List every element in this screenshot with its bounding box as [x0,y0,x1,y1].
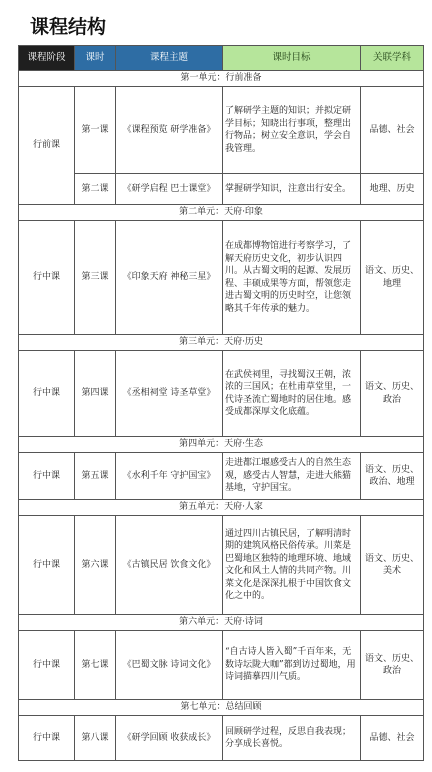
unit-row [19,335,424,351]
unit-title: 第一单元：行前准备 [19,71,424,87]
table-row [19,631,424,700]
stage-cell: 行中课 [19,516,75,615]
subject-cell: 语文、历史、美术 [361,516,424,615]
lesson-cell: 第七课 [75,631,116,700]
stage-cell: 行中课 [19,221,75,335]
subject-cell: 品德、社会 [361,716,424,761]
table-row [19,174,424,205]
goal-cell: 了解研学主题的知识；并拟定研学目标；知晓出行事项，整理出行物品；树立安全意识，学会自我管理。 [223,87,361,174]
unit-title: 第四单元：天府·生态 [19,437,424,453]
header-lesson: 课时 [75,46,116,71]
subject-cell: 语文、历史、政治、地理 [361,453,424,500]
theme-cell: 《水利千年 守护国宝》 [116,453,223,500]
subject-cell: 语文、历史、政治 [361,351,424,437]
goal-cell: 走进都江堰感受古人的自然生态观，感受古人智慧，走进大熊猫基地，守护国宝。 [223,453,361,500]
stage-cell: 行中课 [19,351,75,437]
lesson-cell: 第八课 [75,716,116,761]
unit-row [19,500,424,516]
unit-row [19,700,424,716]
unit-title: 第二单元：天府·印象 [19,205,424,221]
subject-cell: 语文、历史、地理 [361,221,424,335]
table-row [19,453,424,500]
goal-cell: 通过四川古镇民居，了解明清时期的建筑风格民俗传承。川菜是巴蜀地区独特的地理环境、地域文化和风土人情的共同产物。川菜文化是深深扎根于中国饮食文化之中的。 [223,516,361,615]
table-header-row [19,46,424,71]
stage-cell: 行中课 [19,453,75,500]
unit-title: 第六单元：天府·诗词 [19,615,424,631]
unit-row [19,71,424,87]
table-row [19,351,424,437]
theme-cell: 《古镇民居 饮食文化》 [116,516,223,615]
unit-title: 第五单元：天府·人家 [19,500,424,516]
page-title: 课程结构 [30,16,107,38]
table-row [19,716,424,761]
goal-cell: “自古诗人皆入蜀”千百年来，无数诗坛陇大咖”都到访过蜀地，用诗词描摹四川气质。 [223,631,361,700]
lesson-cell: 第三课 [75,221,116,335]
theme-cell: 《巴蜀文脉 诗词文化》 [116,631,223,700]
goal-cell: 在武侯祠里，寻找蜀汉王朝，浓浓的三国风；在杜甫草堂里，一代诗圣流亡蜀地时的居住地。感受成都深厚文化底蕴。 [223,351,361,437]
stage-cell: 行中课 [19,631,75,700]
lesson-cell: 第六课 [75,516,116,615]
theme-cell: 《印象天府 神秘三星》 [116,221,223,335]
table-row [19,87,424,174]
goal-cell: 掌握研学知识，注意出行安全。 [223,174,361,205]
goal-cell: 在成都博物馆进行考察学习，了解天府历史文化，初步认识四川。从古蜀文明的起源、发展历程、丰硕成果等方面，帮领您走进古蜀文明的历史时空，让您领略其千年传承的魅力。 [223,221,361,335]
lesson-cell: 第一课 [75,87,116,174]
unit-title: 第三单元：天府·历史 [19,335,424,351]
table-row [19,221,424,335]
theme-cell: 《研学启程 巴士课堂》 [116,174,223,205]
subject-cell: 品德、社会 [361,87,424,174]
lesson-cell: 第五课 [75,453,116,500]
header-subject: 关联学科 [361,46,424,71]
lesson-cell: 第二课 [75,174,116,205]
subject-cell: 地理、历史 [361,174,424,205]
goal-cell: 回顾研学过程，反思自我表现；分享成长喜悦。 [223,716,361,761]
table-row [19,516,424,615]
unit-row [19,205,424,221]
stage-cell: 行中课 [19,716,75,761]
unit-title: 第七单元：总结回顾 [19,700,424,716]
stage-cell: 行前课 [19,87,75,205]
theme-cell: 《丞相祠堂 诗圣草堂》 [116,351,223,437]
unit-row [19,437,424,453]
header-stage: 课程阶段 [19,46,75,71]
course-structure-table [18,45,424,761]
theme-cell: 《研学回顾 收获成长》 [116,716,223,761]
subject-cell: 语文、历史、政治 [361,631,424,700]
header-goal: 课时目标 [223,46,361,71]
theme-cell: 《课程预览 研学准备》 [116,87,223,174]
unit-row [19,615,424,631]
header-theme: 课程主题 [116,46,223,71]
lesson-cell: 第四课 [75,351,116,437]
